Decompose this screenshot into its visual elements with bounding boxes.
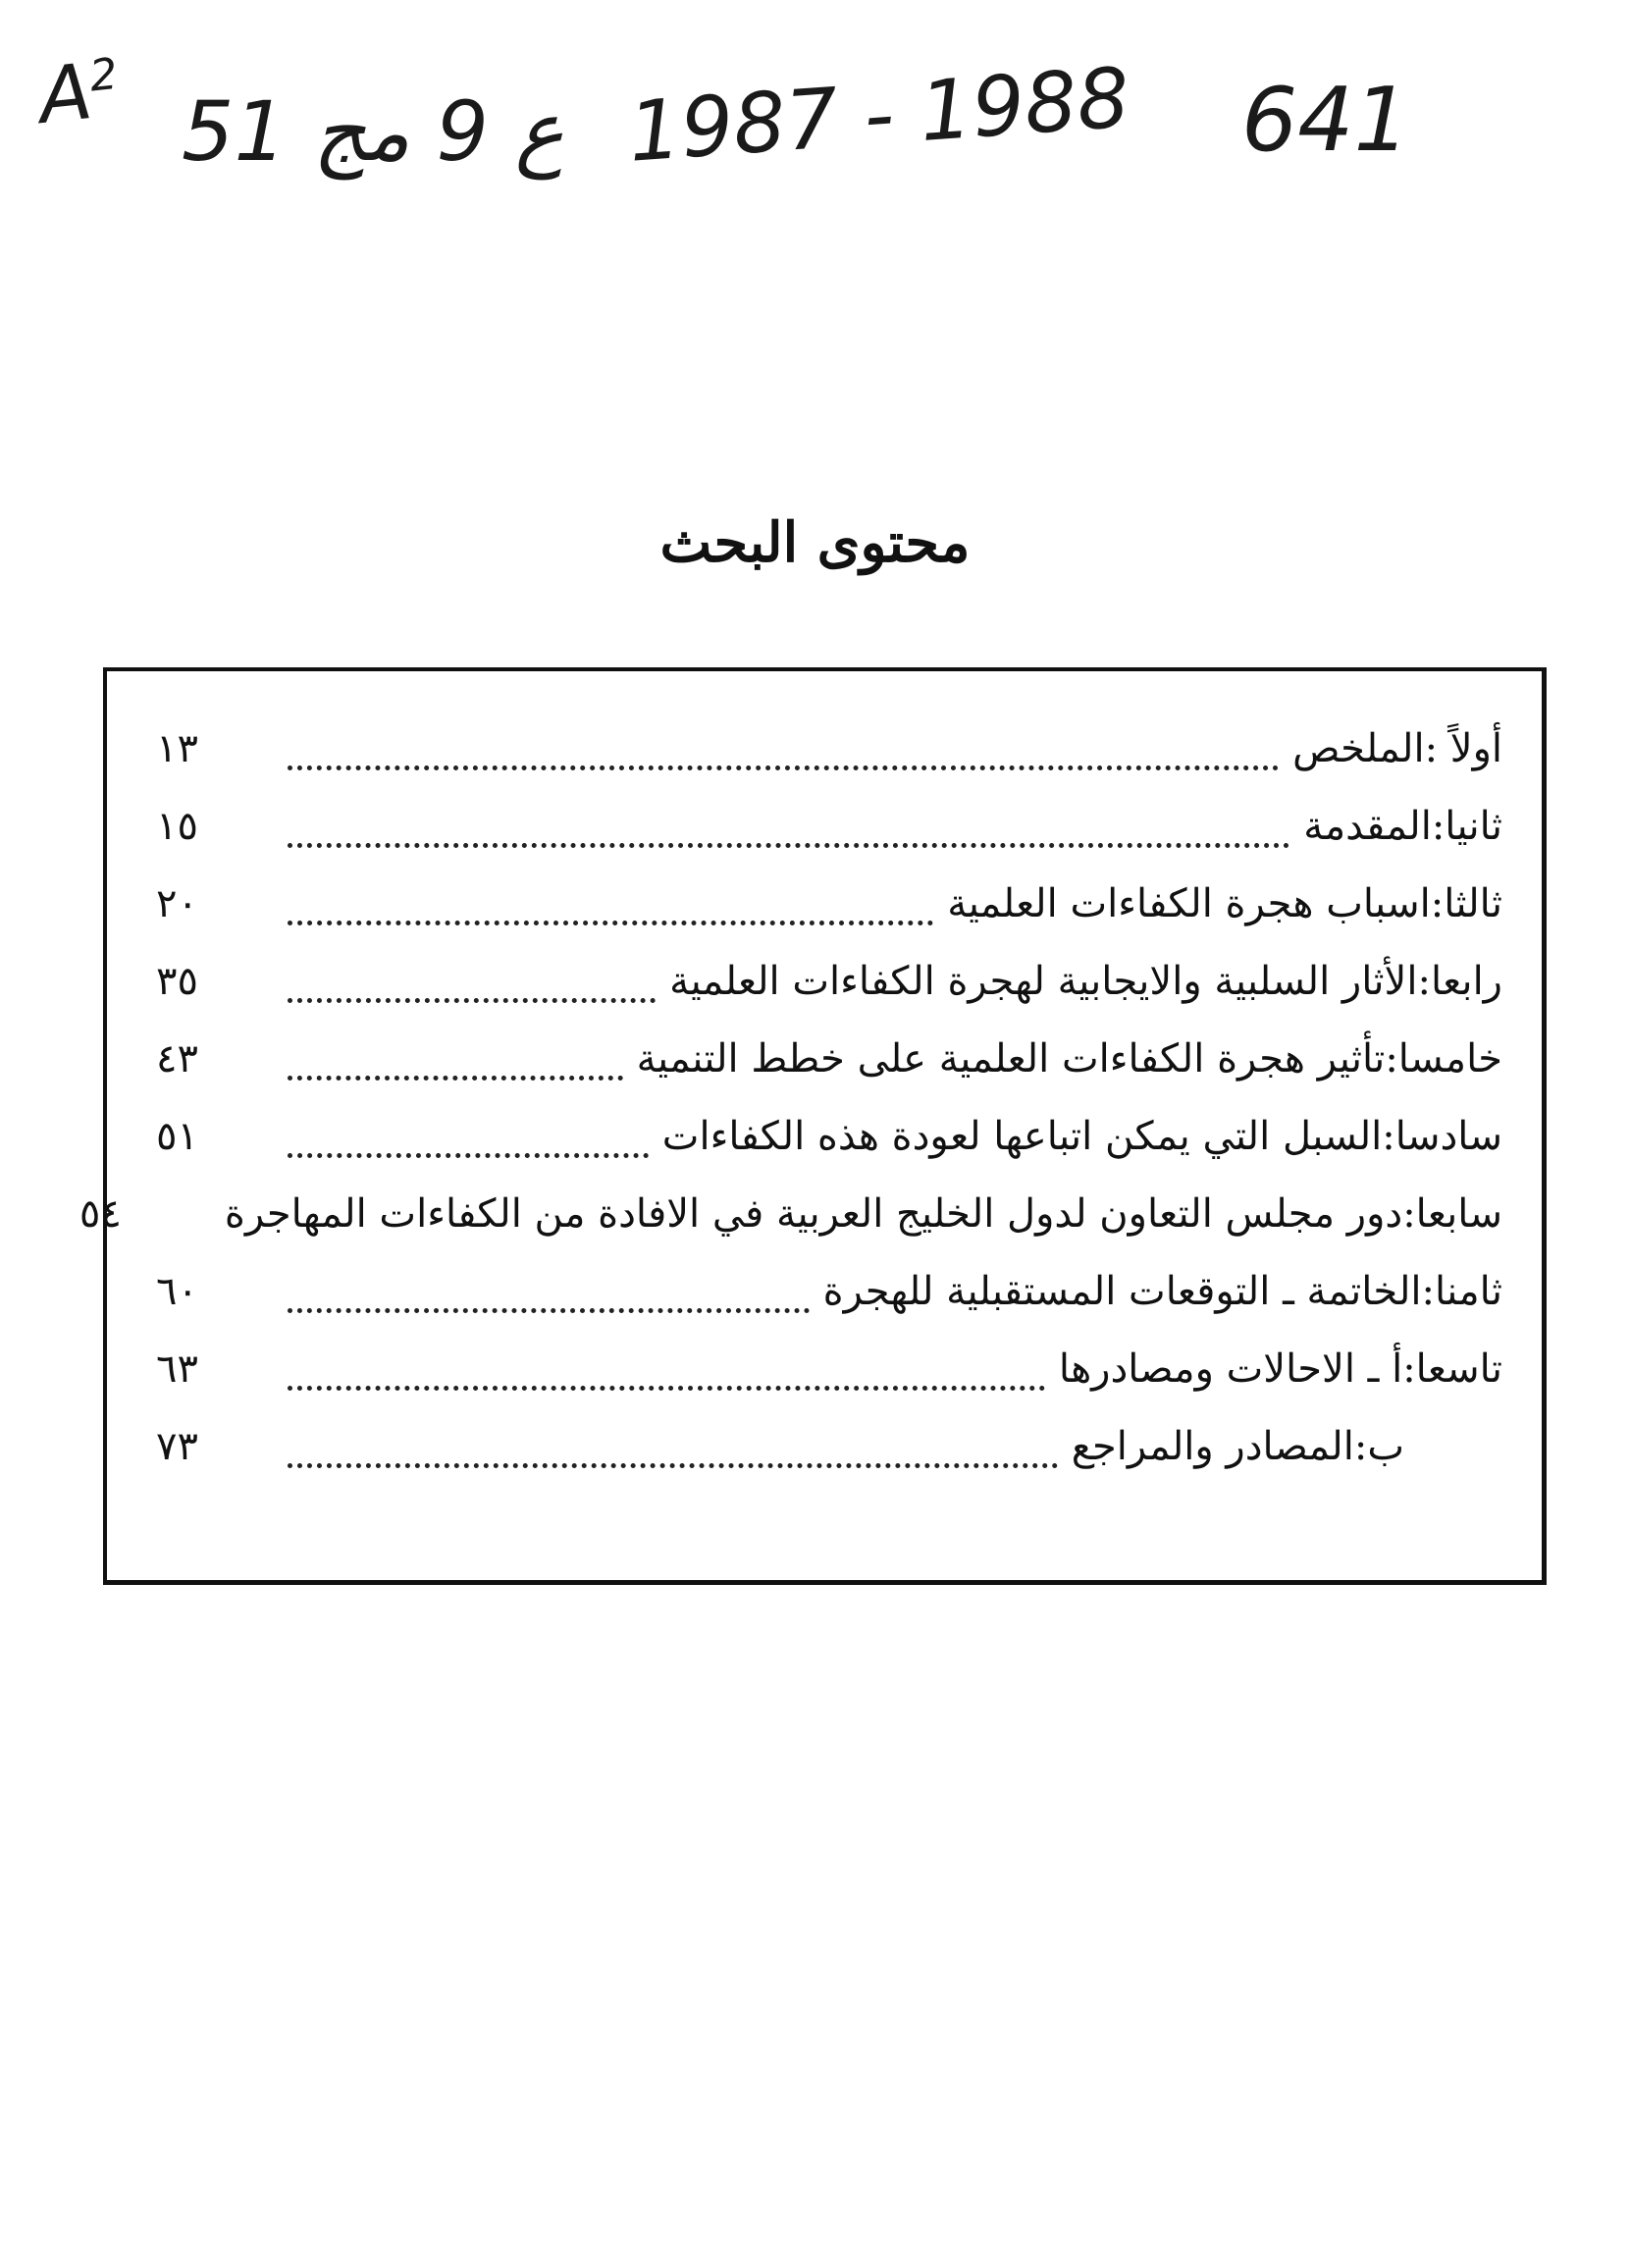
toc-entry-label: سابعا: (1402, 1191, 1502, 1237)
toc-entry (156, 943, 1502, 1021)
toc-entry (156, 1098, 1502, 1176)
toc-entry (156, 1021, 1502, 1098)
toc-entry-label: ثالثا: (1430, 881, 1502, 926)
toc-entry-label: أولاً : (1424, 726, 1502, 771)
toc-entry-title: الأثار السلبية والايجابية لهجرة الكفاءات العلمية (669, 959, 1418, 1004)
handwritten-annotations (0, 29, 1630, 181)
toc-entry-title: أ ـ الاحالات ومصادرها (1058, 1346, 1403, 1392)
dot-leader (288, 969, 656, 1003)
dot-leader (288, 1046, 623, 1081)
year-range: 1987 - 1988 (625, 49, 1133, 181)
toc-entry-label: تاسعا: (1402, 1346, 1502, 1392)
toc-entry-title: دور مجلس التعاون لدول الخليج العربية في الافادة من الكفاءات المهاجرة (224, 1191, 1403, 1237)
toc-entry-title: المقدمة (1303, 804, 1432, 849)
toc-entry (156, 1253, 1502, 1331)
toc-entry-page: ١٥ (156, 804, 198, 849)
toc-entry-page: ٦٣ (156, 1346, 198, 1392)
dot-leader (288, 1124, 649, 1158)
toc-entry-page: ١٣ (156, 726, 198, 771)
toc-entry-label: ب: (1353, 1424, 1404, 1469)
toc-entry (156, 1331, 1502, 1408)
dot-leader (288, 891, 933, 925)
toc-entry-title: الملخص (1292, 726, 1425, 771)
toc-entry-page: ٤٣ (156, 1036, 198, 1081)
toc-entry-label: خامسا: (1385, 1036, 1502, 1081)
toc-entry-page: ٦٠ (156, 1269, 198, 1314)
dot-leader (288, 1356, 1045, 1391)
toc-entry (79, 1176, 1502, 1253)
dot-leader (288, 1279, 810, 1313)
toc-entry-title: المصادر والمراجع (1071, 1424, 1354, 1469)
toc-entry-title: اسباب هجرة الكفاءات العلمية (947, 881, 1431, 926)
toc-entry-title: تأثير هجرة الكفاءات العلمية على خطط التنمية (636, 1036, 1386, 1081)
toc-entry (156, 711, 1502, 788)
toc-entry-page: ٥٤ (79, 1191, 122, 1237)
toc-entry (156, 788, 1502, 866)
toc-entry-page: ٧٣ (156, 1424, 198, 1469)
table-of-contents (79, 711, 1502, 1486)
toc-entry-page: ٥١ (156, 1114, 198, 1159)
toc-entry-label: رابعا: (1417, 959, 1502, 1004)
toc-entry-page: ٢٠ (156, 881, 198, 926)
dot-leader (288, 814, 1289, 848)
toc-entry-label: ثامنا: (1421, 1269, 1502, 1314)
volume-issue-reference: 51 ع 9 مج (182, 83, 564, 180)
toc-entry (156, 866, 1502, 943)
toc-entry-page: ٣٥ (156, 959, 198, 1004)
page-title: محتوى البحث (659, 510, 971, 575)
toc-entry (156, 1408, 1502, 1486)
toc-entry-title: السبل التي يمكن اتباعها لعودة هذه الكفاءات (661, 1114, 1383, 1159)
corner-mark: $A^2$ (34, 47, 121, 142)
table-of-contents-box (79, 667, 1547, 1585)
dot-leader (288, 736, 1279, 770)
toc-entry-label: سادسا: (1382, 1114, 1502, 1159)
toc-entry-label: ثانيا: (1431, 804, 1502, 849)
dot-leader (288, 1434, 1058, 1468)
document-number: 641 (1241, 69, 1410, 172)
toc-entry-title: الخاتمة ـ التوقعات المستقبلية للهجرة (822, 1269, 1422, 1314)
